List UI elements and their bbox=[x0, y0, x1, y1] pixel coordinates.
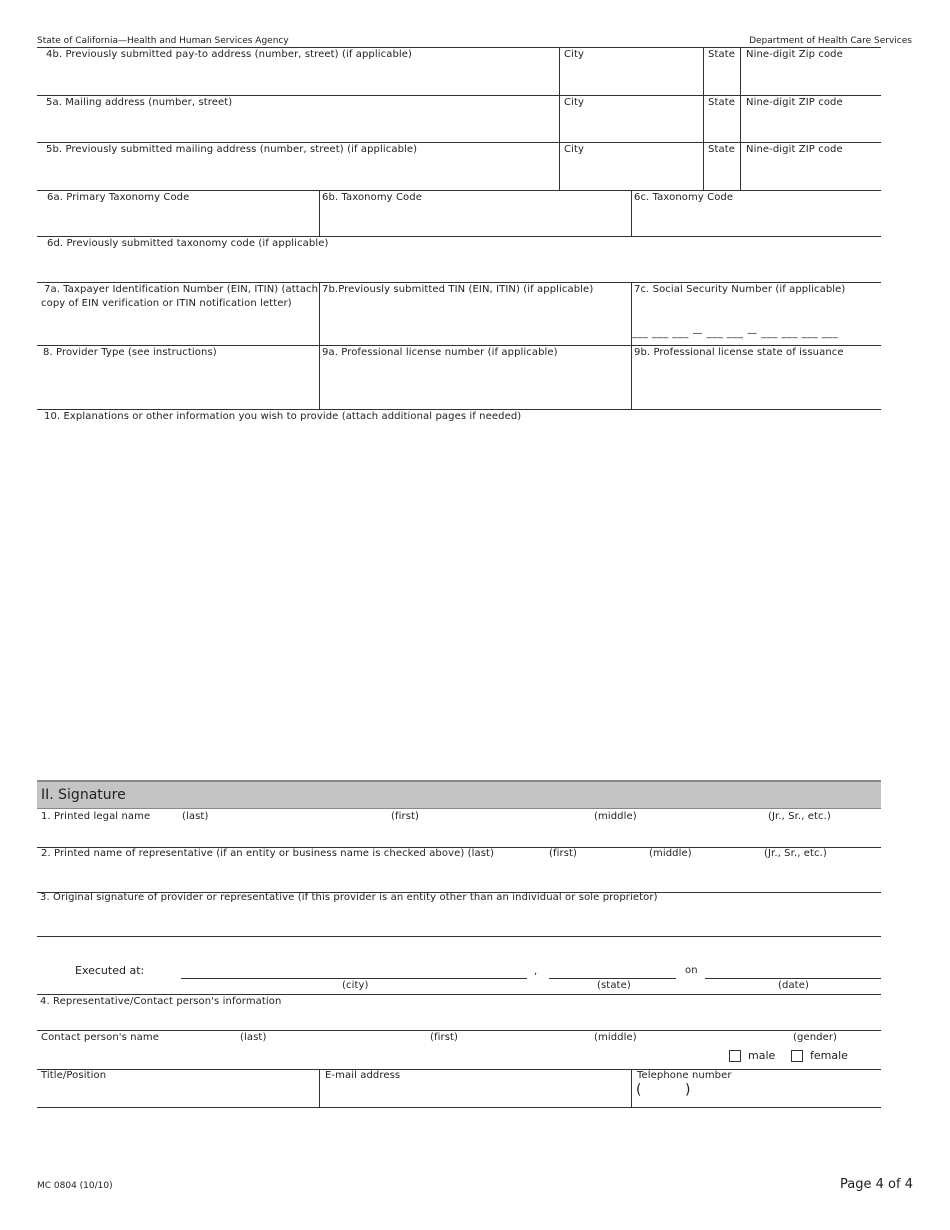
city-label: City bbox=[564, 97, 584, 108]
divider bbox=[37, 994, 881, 995]
taxpayer-id-field[interactable] bbox=[37, 282, 319, 345]
title-position-field[interactable] bbox=[37, 1069, 319, 1107]
page-number: Page 4 of 4 bbox=[840, 1177, 913, 1192]
form-id: MC 0804 (10/10) bbox=[37, 1181, 113, 1191]
executed-city-caption: (city) bbox=[342, 980, 369, 991]
previous-pay-to-address-field[interactable] bbox=[37, 47, 559, 95]
previous-pay-to-address-label: 4b. Previously submitted pay-to address (number, street) (if applicable) bbox=[46, 49, 413, 60]
on-label: on bbox=[685, 965, 698, 976]
printed-legal-name-label: 1. Printed legal name bbox=[41, 811, 151, 822]
contact-gender-caption: (gender) bbox=[793, 1032, 838, 1043]
taxonomy-code-b-field[interactable] bbox=[319, 190, 631, 236]
representative-name-label: 2. Printed name of representative (if an entity or business name is checked above) (last) bbox=[41, 848, 495, 859]
mailing-address-label: 5a. Mailing address (number, street) bbox=[46, 97, 233, 108]
male-label: male bbox=[748, 1049, 776, 1062]
explanations-label: 10. Explanations or other information you wish to provide (attach additional pages if needed) bbox=[44, 411, 522, 422]
signature-section-header bbox=[37, 780, 881, 809]
female-checkbox[interactable] bbox=[791, 1050, 803, 1062]
license-state-label: 9b. Professional license state of issuance bbox=[634, 347, 844, 358]
contact-middle-caption: (middle) bbox=[594, 1032, 637, 1043]
original-signature-field[interactable] bbox=[37, 892, 881, 936]
provider-type-label: 8. Provider Type (see instructions) bbox=[43, 347, 217, 358]
state-label: State bbox=[708, 49, 735, 60]
state-label: State bbox=[708, 97, 735, 108]
previous-tin-label: 7b.Previously submitted TIN (EIN, ITIN) (if applicable) bbox=[322, 284, 594, 295]
primary-taxonomy-code-field[interactable] bbox=[37, 190, 319, 236]
first-name-caption: (first) bbox=[391, 811, 420, 822]
ssn-label: 7c. Social Security Number (if applicable) bbox=[634, 284, 846, 295]
agency-header: State of California—Health and Human Services Agency bbox=[37, 36, 289, 46]
department-header: Department of Health Care Services bbox=[749, 36, 912, 46]
taxonomy-code-b-label: 6b. Taxonomy Code bbox=[322, 192, 422, 203]
taxonomy-code-c-field[interactable] bbox=[631, 190, 881, 236]
row4b-city-field[interactable] bbox=[559, 47, 703, 95]
email-label: E-mail address bbox=[325, 1070, 401, 1081]
row5a-zip-field[interactable] bbox=[740, 95, 881, 142]
divider bbox=[37, 1107, 881, 1108]
contact-info-label: 4. Representative/Contact person's information bbox=[40, 996, 282, 1007]
zip-label: Nine-digit ZIP code bbox=[746, 97, 843, 108]
email-field[interactable] bbox=[319, 1069, 631, 1107]
telephone-field[interactable] bbox=[631, 1069, 881, 1107]
license-state-field[interactable] bbox=[631, 345, 881, 409]
state-label: State bbox=[708, 144, 735, 155]
row5b-zip-field[interactable] bbox=[740, 142, 881, 190]
executed-date-input[interactable] bbox=[705, 978, 881, 979]
original-signature-label: 3. Original signature of provider or representative (if this provider is an entity other than an individual or sole proprietor) bbox=[40, 892, 658, 903]
previous-taxonomy-code-label: 6d. Previously submitted taxonomy code (if applicable) bbox=[47, 238, 329, 249]
ssn-mask: ___ ___ ___ — ___ ___ — ___ ___ ___ ___ bbox=[632, 328, 839, 339]
contact-last-caption: (last) bbox=[240, 1032, 267, 1043]
executed-city-input[interactable] bbox=[181, 978, 527, 979]
taxpayer-id-label-line1: 7a. Taxpayer Identification Number (EIN, ITIN) (attach bbox=[44, 284, 319, 295]
row5a-city-field[interactable] bbox=[559, 95, 703, 142]
license-number-field[interactable] bbox=[319, 345, 631, 409]
zip-label: Nine-digit Zip code bbox=[746, 49, 843, 60]
area-code-close: ) bbox=[685, 1082, 691, 1098]
city-label: City bbox=[564, 144, 584, 155]
previous-taxonomy-code-field[interactable] bbox=[37, 236, 881, 282]
license-number-label: 9a. Professional license number (if applicable) bbox=[322, 347, 558, 358]
mailing-address-field[interactable] bbox=[37, 95, 559, 142]
previous-mailing-address-label: 5b. Previously submitted mailing address (number, street) (if applicable) bbox=[46, 144, 418, 155]
zip-label: Nine-digit ZIP code bbox=[746, 144, 843, 155]
provider-type-field[interactable] bbox=[37, 345, 319, 409]
executed-state-caption: (state) bbox=[597, 980, 631, 991]
city-label: City bbox=[564, 49, 584, 60]
previous-mailing-address-field[interactable] bbox=[37, 142, 559, 190]
row5a-state-field[interactable] bbox=[703, 95, 740, 142]
comma-separator: , bbox=[534, 966, 538, 977]
executed-state-input[interactable] bbox=[549, 978, 676, 979]
row4b-zip-field[interactable] bbox=[740, 47, 881, 95]
executed-at-label: Executed at: bbox=[75, 964, 145, 977]
rep-first-caption: (first) bbox=[549, 848, 578, 859]
previous-tin-field[interactable] bbox=[319, 282, 631, 345]
taxpayer-id-label-line2: copy of EIN verification or ITIN notification letter) bbox=[41, 298, 292, 309]
signature-section-title: II. Signature bbox=[41, 787, 126, 803]
divider bbox=[37, 936, 881, 937]
suffix-caption: (Jr., Sr., etc.) bbox=[768, 811, 831, 822]
row5b-city-field[interactable] bbox=[559, 142, 703, 190]
explanations-field[interactable] bbox=[37, 409, 881, 778]
middle-name-caption: (middle) bbox=[594, 811, 637, 822]
title-position-label: Title/Position bbox=[41, 1070, 107, 1081]
female-label: female bbox=[810, 1049, 848, 1062]
area-code-open: ( bbox=[636, 1082, 642, 1098]
contact-person-name-label: Contact person's name bbox=[41, 1032, 159, 1043]
printed-legal-name-field[interactable] bbox=[37, 810, 881, 847]
row5b-state-field[interactable] bbox=[703, 142, 740, 190]
representative-name-field[interactable] bbox=[37, 847, 881, 892]
rep-suffix-caption: (Jr., Sr., etc.) bbox=[764, 848, 827, 859]
executed-date-caption: (date) bbox=[778, 980, 809, 991]
last-name-caption: (last) bbox=[182, 811, 209, 822]
primary-taxonomy-code-label: 6a. Primary Taxonomy Code bbox=[47, 192, 190, 203]
taxonomy-code-c-label: 6c. Taxonomy Code bbox=[634, 192, 734, 203]
ssn-field[interactable] bbox=[631, 282, 881, 345]
male-checkbox[interactable] bbox=[729, 1050, 741, 1062]
contact-first-caption: (first) bbox=[430, 1032, 459, 1043]
telephone-label: Telephone number bbox=[637, 1070, 732, 1081]
row4b-state-field[interactable] bbox=[703, 47, 740, 95]
rep-middle-caption: (middle) bbox=[649, 848, 692, 859]
